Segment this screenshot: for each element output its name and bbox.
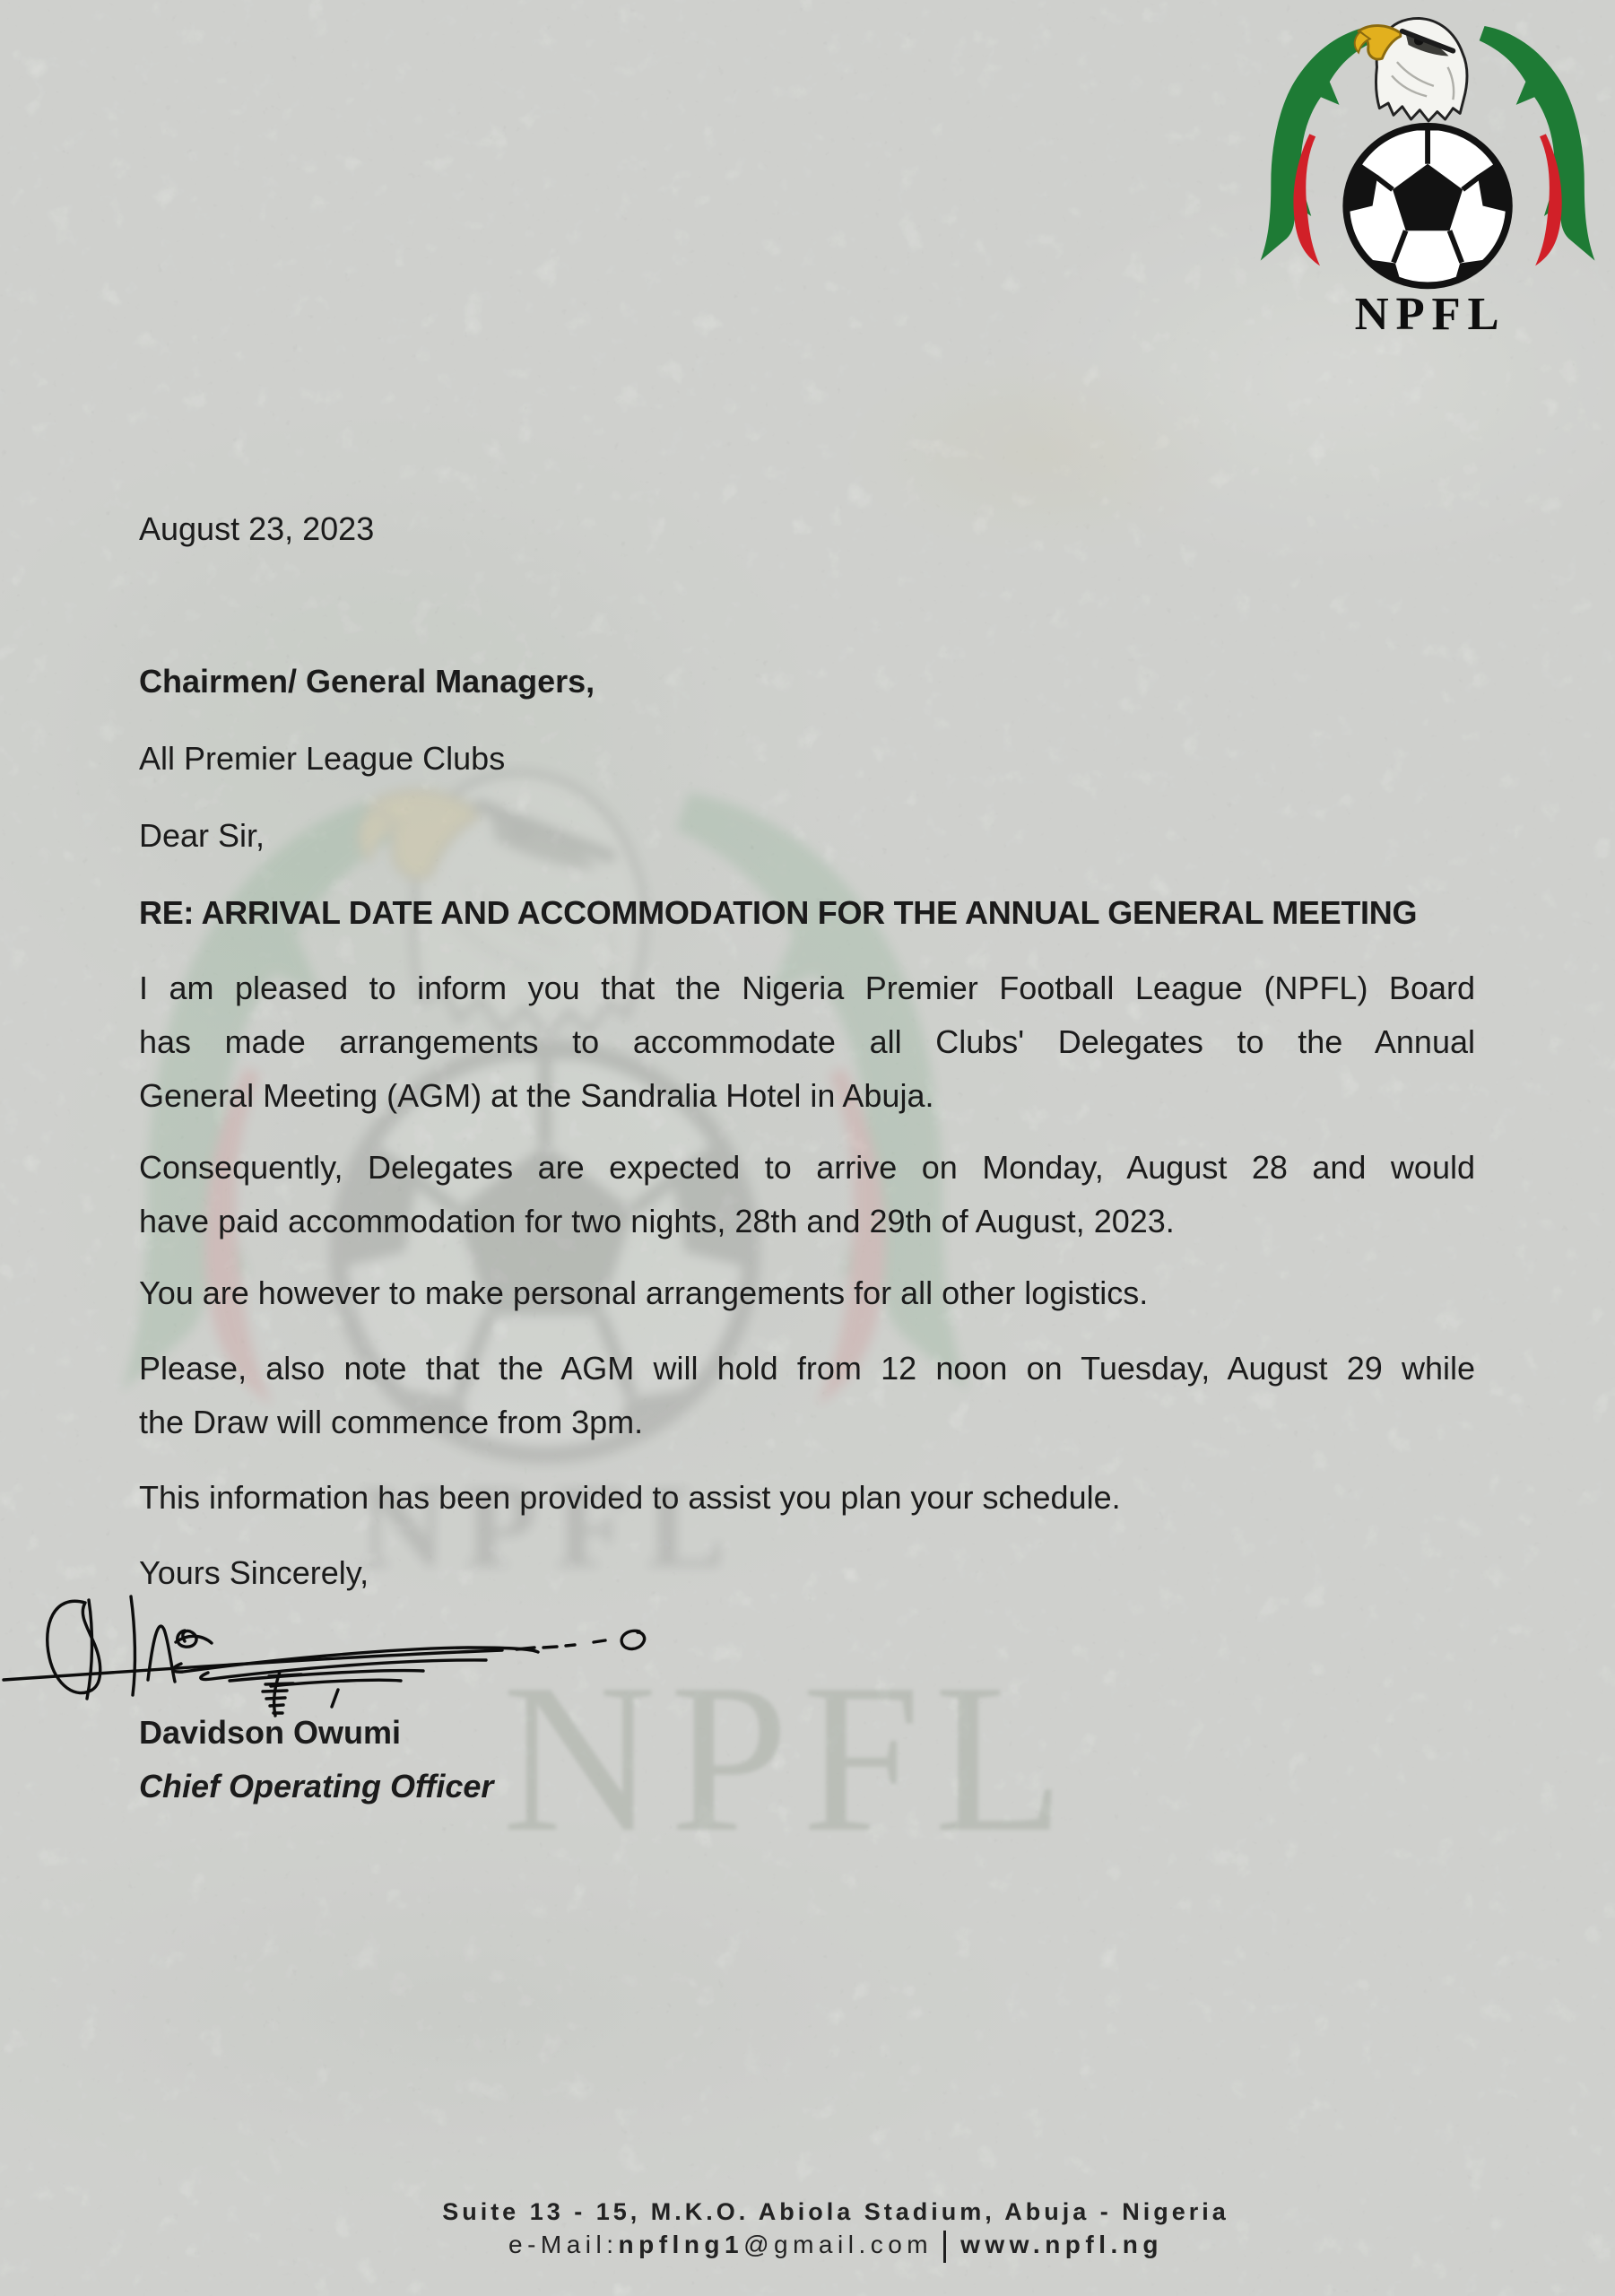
- paragraph-line: Consequently, Delegates are expected to arrive on Monday, August 28 and would: [139, 1149, 1475, 1186]
- footer: [56, 2196, 1615, 2263]
- recipient-line-1: Chairmen/ General Managers,: [139, 663, 595, 700]
- paragraph-line: I am pleased to inform you that the Nigeria Premier Football League (NPFL) Board: [139, 970, 1475, 1006]
- footer-address: Suite 13 - 15, M.K.O. Abiola Stadium, Abuja - Nigeria: [442, 2198, 1229, 2225]
- footer-email-domain: @gmail.com: [743, 2231, 933, 2258]
- signature-image: [0, 1589, 682, 1733]
- paragraph-line: You are however to make personal arrangements for all other logistics.: [139, 1274, 1149, 1311]
- footer-email-user: npflng1: [618, 2231, 744, 2258]
- paragraph-line: Please, also note that the AGM will hold from 12 noon on Tuesday, August 29 while: [139, 1350, 1475, 1387]
- salutation: Dear Sir,: [139, 817, 265, 854]
- letter-date: August 23, 2023: [139, 510, 375, 547]
- signatory-title: Chief Operating Officer: [139, 1768, 494, 1805]
- letter-body: [139, 0, 1475, 1813]
- paragraph-line: have paid accommodation for two nights, 28th and 29th of August, 2023.: [139, 1203, 1175, 1239]
- paragraph-line: This information has been provided to assist you plan your schedule.: [139, 1479, 1121, 1516]
- paragraph-line: has made arrangements to accommodate all Clubs' Delegates to the Annual: [139, 1023, 1475, 1060]
- subject-line: RE: ARRIVAL DATE AND ACCOMMODATION FOR THE ANNUAL GENERAL MEETING: [139, 894, 1418, 931]
- signatory-name: Davidson Owumi: [139, 1714, 402, 1751]
- recipient-line-2: All Premier League Clubs: [139, 740, 506, 777]
- footer-email-label: e-Mail:: [508, 2231, 619, 2258]
- closing: Yours Sincerely,: [139, 1554, 369, 1591]
- footer-website: www.npfl.ng: [960, 2231, 1163, 2258]
- footer-contacts: [56, 2229, 1615, 2263]
- footer-separator: [943, 2231, 946, 2263]
- watermark-text: NPFL: [502, 1640, 1078, 1876]
- paragraph-line: General Meeting (AGM) at the Sandralia Hotel in Abuja.: [139, 1077, 934, 1114]
- paragraph-line: the Draw will commence from 3pm.: [139, 1404, 644, 1440]
